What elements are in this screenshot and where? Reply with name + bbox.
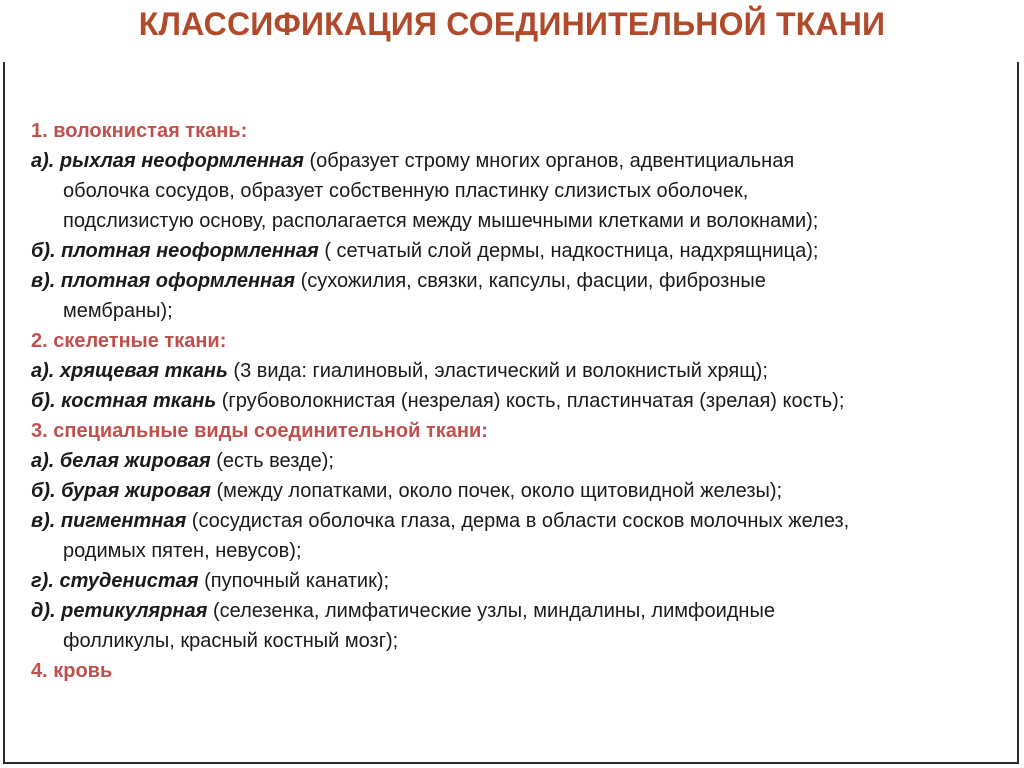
item-text: (между лопатками, около почек, около щитовидной железы); bbox=[210, 480, 783, 502]
item-text: (сосудистая оболочка глаза, дерма в области сосков молочных желез, bbox=[186, 510, 850, 532]
item-continuation: фолликулы, красный костный мозг); bbox=[63, 630, 399, 652]
item-text: ( сетчатый слой дермы, надкостница, надхрящница); bbox=[318, 240, 819, 262]
item-continuation: оболочка сосудов, образует собственную пластинку слизистых оболочек, bbox=[63, 180, 749, 202]
list-item-reticular bbox=[31, 596, 986, 626]
list-item-mucous bbox=[31, 566, 986, 596]
item-label: а). хрящевая ткань bbox=[31, 360, 228, 382]
list-item-loose-irregular bbox=[31, 146, 986, 176]
item-text: (образует строму многих органов, адвентициальная bbox=[303, 150, 795, 172]
list-item-cartilage bbox=[31, 356, 986, 386]
item-label: б). бурая жировая bbox=[31, 480, 211, 502]
item-text: (есть везде); bbox=[210, 450, 334, 472]
list-item-dense-regular bbox=[31, 266, 986, 296]
item-text: (селезенка, лимфатические узлы, миндалины, лимфоидные bbox=[207, 600, 775, 622]
item-label: в). плотная оформленная bbox=[31, 270, 296, 292]
list-item-bone bbox=[31, 386, 986, 416]
item-label: д). ретикулярная bbox=[31, 600, 208, 622]
slide-title: КЛАССИФИКАЦИЯ СОЕДИНИТЕЛЬНОЙ ТКАНИ bbox=[138, 6, 886, 42]
slide-content bbox=[31, 116, 986, 686]
item-text: (сухожилия, связки, капсулы, фасции, фиброзные bbox=[295, 270, 766, 292]
list-item-pigment bbox=[31, 506, 986, 536]
item-text: (3 вида: гиалиновый, эластический и волокнистый хрящ); bbox=[227, 360, 768, 382]
item-label: а). белая жировая bbox=[31, 450, 211, 472]
section-heading-special: 3. специальные виды соединительной ткани: bbox=[31, 420, 488, 442]
item-label: г). студенистая bbox=[31, 570, 199, 592]
list-item-dense-irregular bbox=[31, 236, 986, 266]
list-item-white-fat bbox=[31, 446, 986, 476]
list-item-brown-fat bbox=[31, 476, 986, 506]
item-label: б). плотная неоформленная bbox=[31, 240, 319, 262]
item-continuation: подслизистую основу, располагается между мышечными клетками и волокнами); bbox=[63, 210, 819, 232]
section-heading-blood: 4. кровь bbox=[31, 660, 113, 682]
item-label: а). рыхлая неоформленная bbox=[31, 150, 304, 172]
item-label: в). пигментная bbox=[31, 510, 187, 532]
item-text: (грубоволокнистая (незрелая) кость, пластинчатая (зрелая) кость); bbox=[216, 390, 845, 412]
item-text: (пупочный канатик); bbox=[198, 570, 390, 592]
item-continuation: родимых пятен, невусов); bbox=[63, 540, 302, 562]
section-heading-fibrous: 1. волокнистая ткань: bbox=[31, 120, 248, 142]
item-label: б). костная ткань bbox=[31, 390, 217, 412]
section-heading-skeletal: 2. скелетные ткани: bbox=[31, 330, 227, 352]
item-continuation: мембраны); bbox=[63, 300, 173, 322]
